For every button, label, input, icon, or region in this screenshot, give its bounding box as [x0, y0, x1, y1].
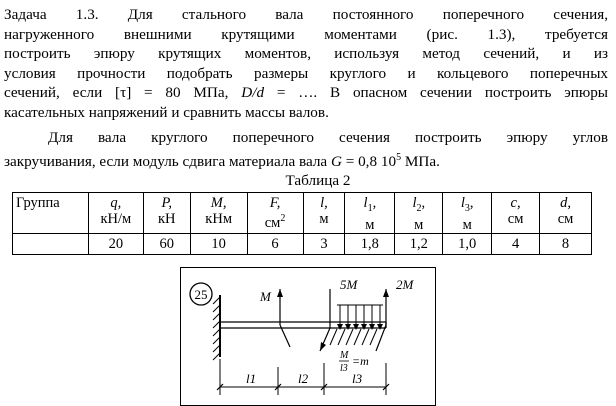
col-d	[540, 193, 592, 234]
col-l1: $l_1$, м	[345, 193, 395, 234]
col-subscript: 3	[464, 202, 470, 214]
length-l3-label: l3	[352, 371, 363, 386]
col-unit: кН/м	[100, 211, 132, 227]
col-symbol: M,	[210, 195, 227, 211]
task-line-3: построить эпюру крутящих моментов, используя метод сечений, и из	[4, 45, 608, 63]
length-l2-label: l2	[298, 371, 309, 386]
distributed-load-icon	[330, 305, 383, 345]
length-l1-label: l1	[246, 371, 257, 386]
moment-2m-icon	[376, 289, 389, 351]
shaft-icon	[220, 322, 386, 328]
value-cell: 20	[88, 234, 143, 255]
value-cell: 3	[303, 234, 345, 255]
value-cell: 6	[247, 234, 303, 255]
col-l2: $l_2$, м	[395, 193, 443, 234]
task-line-2: нагруженного внешними крутящими моментами (рис. 1.3), требуется	[4, 25, 608, 43]
task-line-1: Задача 1.3. Для стального вала постоянного поперечного сечения,	[4, 6, 608, 23]
col-unit: м	[319, 211, 329, 227]
table-row	[13, 234, 592, 255]
value-cell: 1,0	[443, 234, 492, 255]
col-l	[303, 193, 345, 234]
col-f	[247, 193, 303, 234]
col-unit-exp: 2	[280, 213, 286, 224]
col-unit: м	[462, 216, 472, 233]
col-unit: см	[507, 211, 524, 227]
moment-5m-icon	[320, 289, 330, 351]
col-symbol: c,	[510, 195, 521, 211]
value-cell: 1,8	[345, 234, 395, 255]
col-unit: кН	[157, 211, 176, 227]
value-cell: 8	[540, 234, 592, 255]
value-cell: 4	[492, 234, 540, 255]
col-subscript: 1	[367, 202, 373, 214]
col-m	[190, 193, 247, 234]
col-symbol: P,	[161, 195, 173, 211]
col-symbol: l,	[320, 195, 328, 211]
col-c	[492, 193, 540, 234]
col-symbol: d,	[560, 195, 571, 211]
col-symbol: F,	[269, 195, 281, 211]
col-l3: $l_3$, м	[443, 193, 492, 234]
ratio-symbol: D/d	[241, 84, 265, 102]
value-cell: 1,2	[395, 234, 443, 255]
text-fragment: закручивания, если модуль сдвига материала вала	[4, 152, 331, 170]
col-p	[143, 193, 190, 234]
moment-m-icon	[277, 289, 290, 347]
col-subscript: 2	[416, 202, 422, 214]
moment-2m-label: 2M	[396, 277, 414, 292]
col-symbol: l	[363, 195, 368, 211]
fraction-numerator: M	[340, 350, 349, 361]
distributed-load-label: =m	[352, 354, 369, 368]
task-paragraph-1	[4, 5, 608, 123]
task-line-4: условия прочности подобрать размеры круглого и кольцевого поперечных	[4, 64, 608, 82]
col-symbol: q,	[110, 195, 122, 211]
col-unit: см	[264, 214, 281, 231]
fraction-denominator: l3	[340, 363, 348, 374]
parameters-table	[12, 192, 592, 255]
col-unit: м	[414, 216, 424, 233]
task-line-7: Для вала круглого поперечного сечения построить эпюру углов	[48, 129, 608, 146]
text-fragment: МПа.	[401, 152, 440, 170]
col-symbol: l	[460, 195, 465, 211]
col-unit: кНм	[205, 211, 232, 227]
exponent: 5	[396, 151, 402, 163]
value-cell: 60	[143, 234, 190, 255]
figure-number: 25	[194, 287, 208, 302]
task-line-8	[4, 148, 608, 172]
text-fragment: = …. В опасном сечении построить эпюры	[264, 84, 608, 102]
moment-m-label: M	[260, 289, 271, 304]
col-symbol: l	[412, 195, 417, 211]
value-cell: 10	[190, 234, 247, 255]
shaft-diagram	[180, 267, 436, 406]
col-unit: м	[365, 216, 375, 233]
moment-5m-label: 5M	[340, 277, 358, 292]
task-line-5	[4, 83, 608, 103]
shear-modulus-symbol: G	[330, 152, 342, 170]
group-header: Группа	[13, 193, 89, 234]
task-paragraph-2	[4, 128, 608, 171]
task-line-6: касательных напряжений и сравнить массы валов.	[4, 103, 329, 121]
text-fragment: сечений, если [τ] = 80 МПа,	[4, 84, 242, 102]
fixed-wall-icon	[213, 295, 220, 360]
text-fragment: = 0,8 10	[341, 152, 397, 170]
group-cell	[13, 234, 89, 255]
col-q	[88, 193, 143, 234]
col-unit: см	[557, 211, 574, 227]
table-header-row	[13, 193, 592, 234]
table-caption: Таблица 2	[285, 172, 351, 189]
